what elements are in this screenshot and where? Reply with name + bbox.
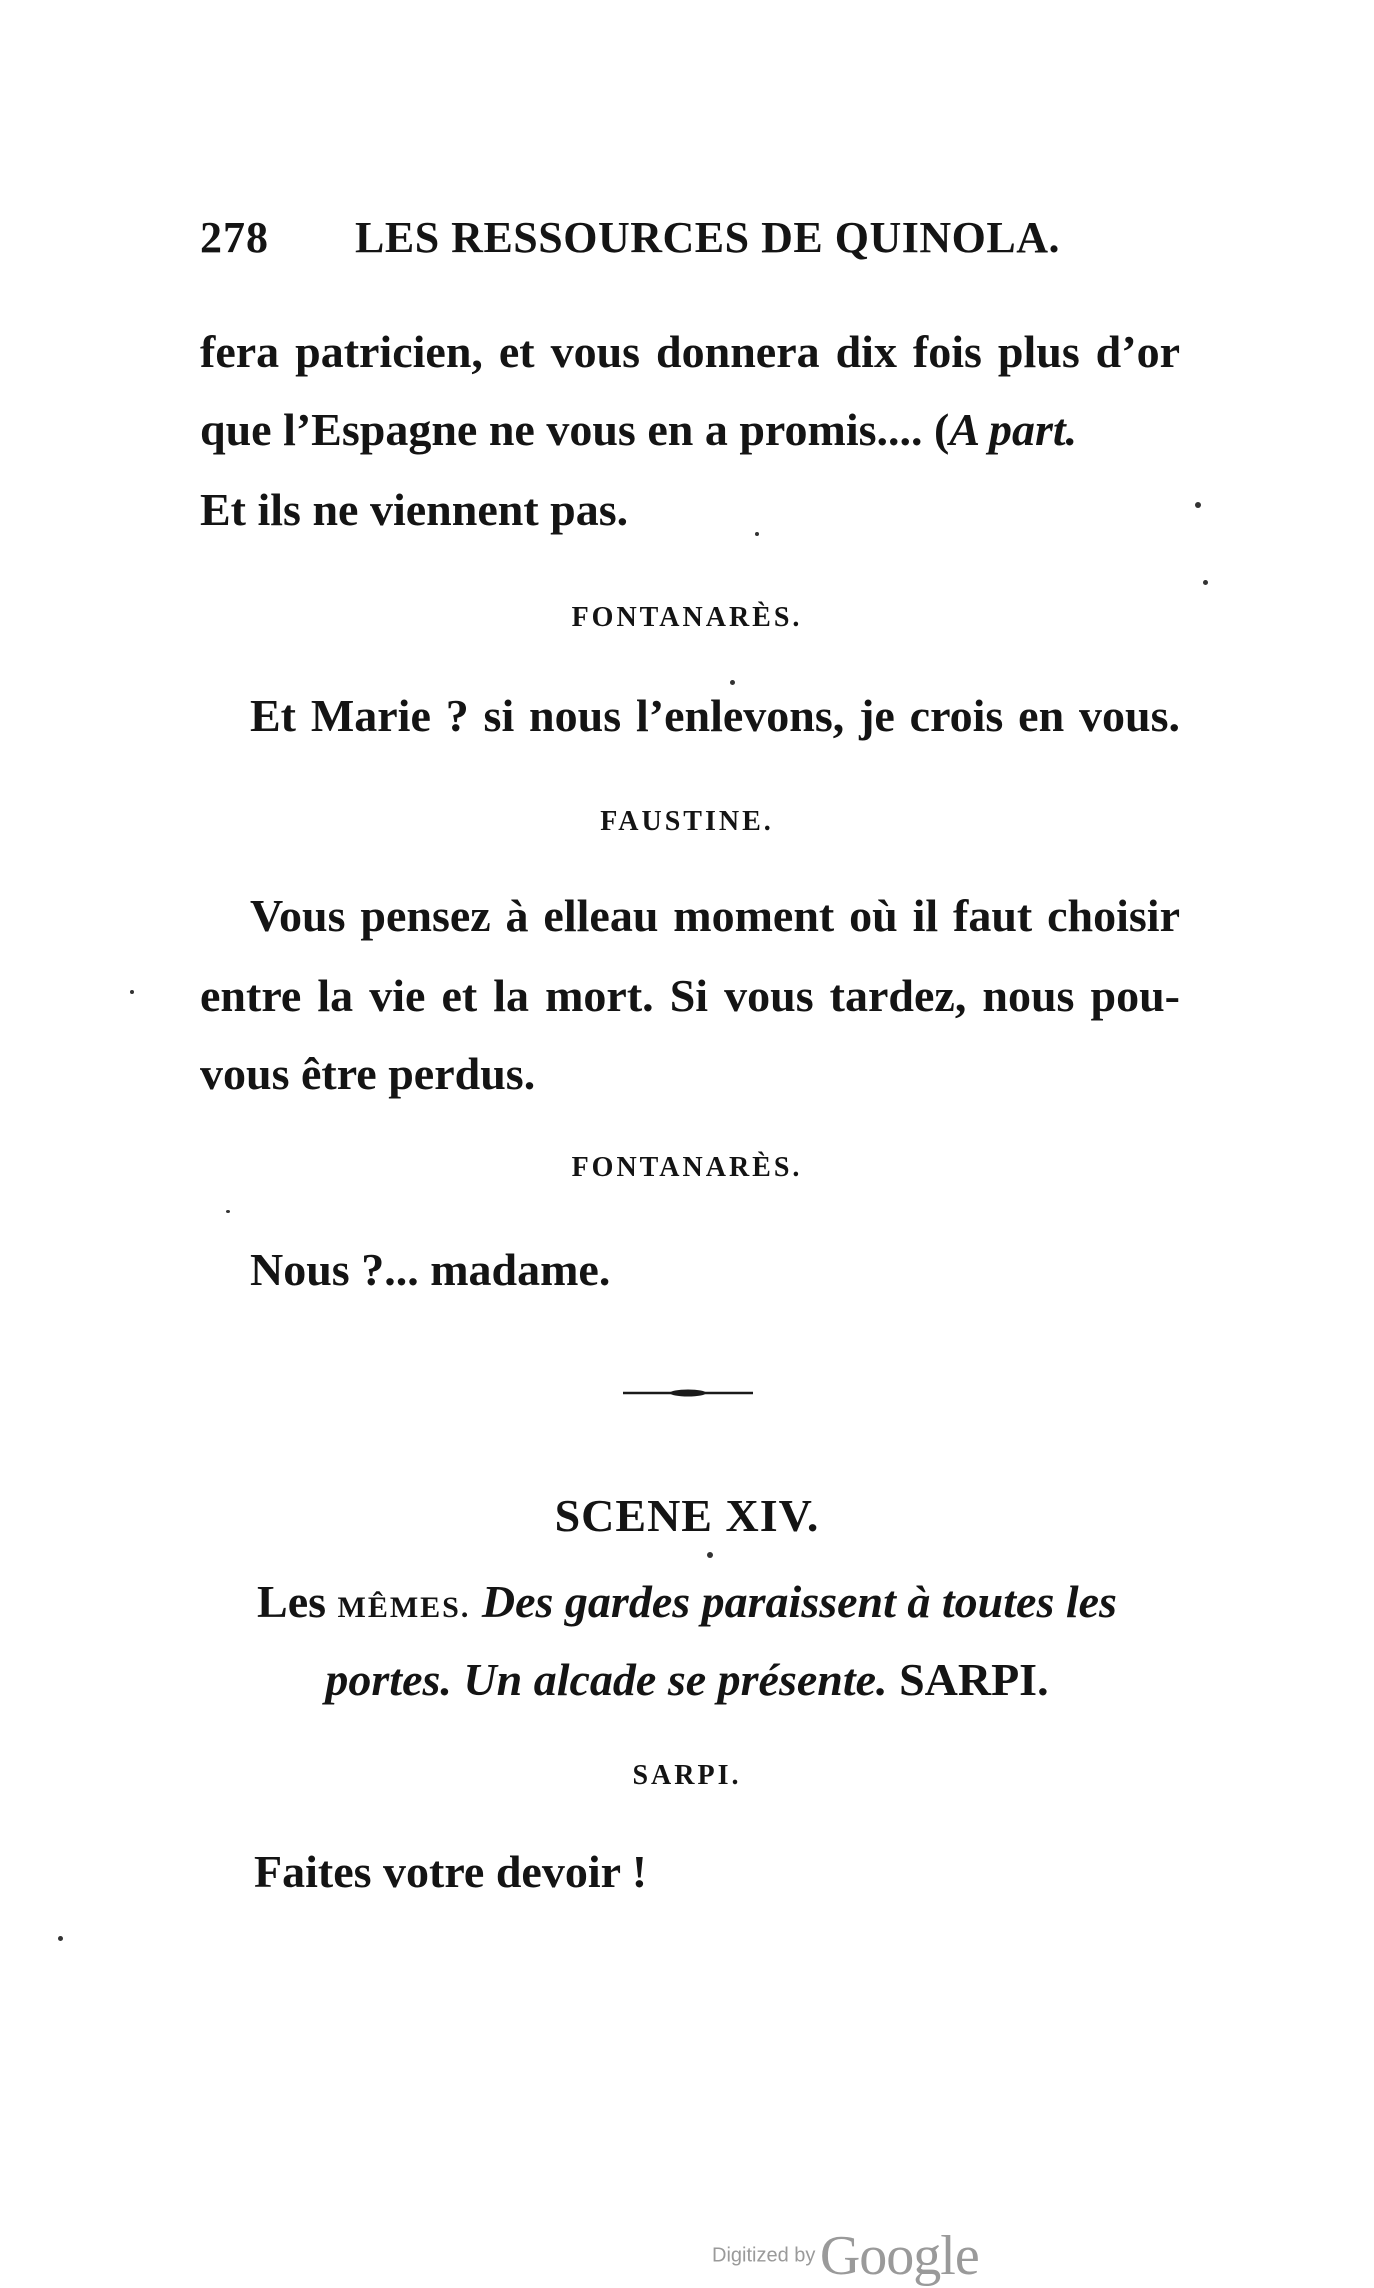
text-line-3: Et ils ne viennent pas. — [200, 484, 629, 535]
running-title: LES RESSOURCES DE QUINOLA. — [355, 213, 1060, 262]
cast-list-line-2 — [0, 1650, 1374, 1710]
scene-title: SCENE XIV. — [554, 1490, 820, 1541]
text-line-2-main: que l’Espagne ne vous en a promis.... ( — [200, 404, 950, 455]
speaker-name-faustine: FAUSTINE. — [600, 806, 774, 837]
scan-speck — [130, 990, 134, 994]
scan-speck — [58, 1936, 63, 1941]
text-line-2 — [200, 400, 1180, 460]
cast-list-line-1 — [0, 1572, 1374, 1638]
digitized-watermark — [712, 2224, 979, 2288]
cast-direction-1: Des gardes paraissent à toutes les — [481, 1576, 1117, 1627]
speaker-name-sarpi: SARPI. — [632, 1760, 742, 1791]
scan-speck — [1203, 580, 1208, 585]
scan-speck — [707, 1552, 713, 1558]
scan-speck — [1195, 502, 1201, 508]
stage-direction-aside: A part. — [949, 404, 1078, 455]
text-line-8: Nous ?... madame. — [250, 1244, 611, 1295]
scan-speck — [755, 532, 759, 536]
cast-les: Les — [257, 1576, 327, 1627]
section-divider-ornament — [623, 1388, 753, 1398]
watermark-prefix: Digitized by — [712, 2244, 816, 2267]
text-line-7: vous être perdus. — [200, 1048, 536, 1099]
speaker-name-fontanares-1: FONTANARÈS. — [571, 602, 803, 633]
scan-speck — [226, 1210, 230, 1213]
cast-sarpi: SARPI. — [899, 1654, 1049, 1705]
text-line-9: Faites votre devoir ! — [254, 1846, 648, 1897]
text-line-6: entre la vie et la mort. Si vous tardez, nous pou- — [200, 970, 1180, 1021]
text-line-5: Vous pensez à elleau moment où il faut choisir — [250, 890, 1180, 941]
cast-memes: MÊMES. — [337, 1591, 471, 1624]
scan-speck — [730, 680, 735, 685]
page-number: 278 — [200, 213, 269, 262]
text-line-1: fera patricien, et vous donnera dix fois plus d’or — [200, 326, 1180, 377]
cast-direction-2: portes. Un alcade se présente. — [325, 1654, 888, 1705]
google-logo-text: Google — [819, 2225, 979, 2287]
text-line-4: Et Marie ? si nous l’enlevons, je crois en vous. — [250, 690, 1180, 741]
speaker-name-fontanares-2: FONTANARÈS. — [571, 1152, 803, 1183]
page-header — [200, 212, 1160, 272]
